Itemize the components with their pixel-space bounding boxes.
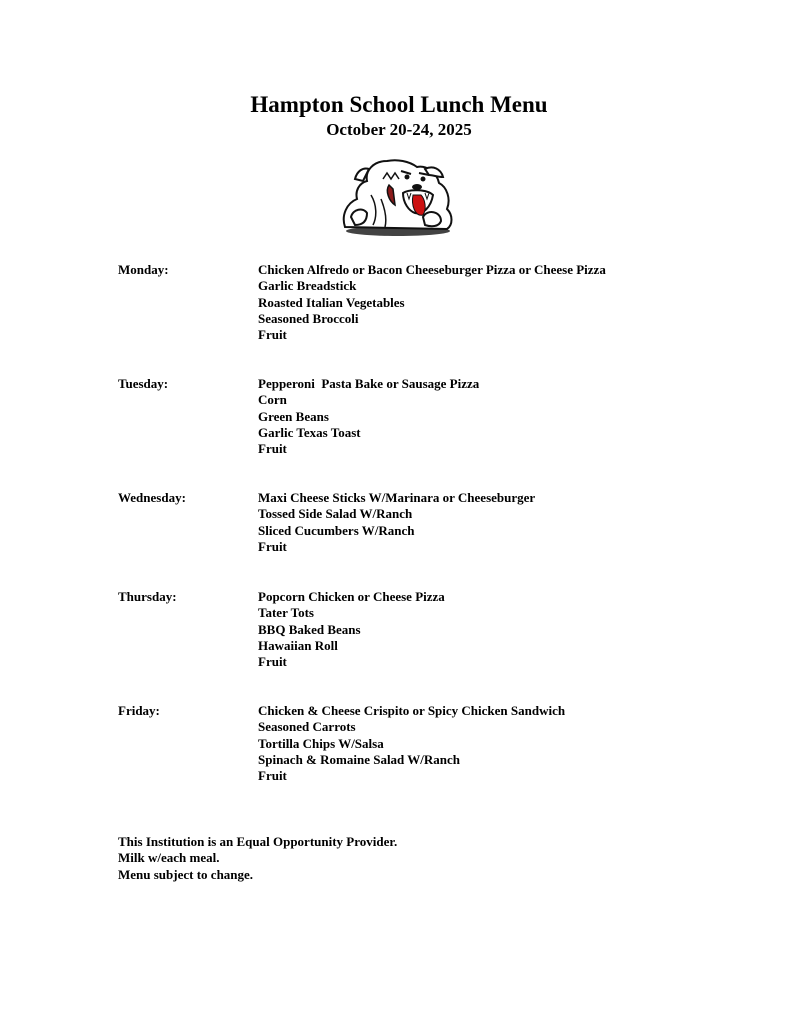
bulldog-mascot-icon [337,155,459,237]
menu-item: Pepperoni Pasta Bake or Sausage Pizza [258,376,480,391]
menu-item: Fruit [258,538,287,554]
page-title: Hampton School Lunch Menu [250,92,548,117]
menu-item: Popcorn Chicken or Cheese Pizza [258,589,445,604]
menu-item: Garlic Breadstick [258,278,357,294]
menu-items [258,703,565,784]
day-label: Tuesday: [118,376,169,391]
menu-item: Garlic Texas Toast [258,424,361,440]
date-range: October 20-24, 2025 [326,120,472,139]
menu-item: Hawaiian Roll [258,637,338,653]
menu-item: Fruit [258,654,287,670]
menu-item: Maxi Cheese Sticks W/Marinara or Cheeseburger [258,490,536,505]
menu-items [258,376,479,457]
menu-item: Fruit [258,768,287,784]
menu-item: Chicken Alfredo or Bacon Cheeseburger Pizza or Cheese Pizza [258,262,606,277]
footer-line: This Institution is an Equal Opportunity Provider. [118,834,398,849]
menu-item: Chicken & Cheese Crispito or Spicy Chicken Sandwich [258,703,566,718]
menu-item: Tossed Side Salad W/Ranch [258,506,413,522]
menu-item: Roasted Italian Vegetables [258,294,405,310]
menu-items [258,490,535,555]
menu-item: Sliced Cucumbers W/Ranch [258,522,415,538]
menu-item: Seasoned Broccoli [258,310,359,326]
menu-item: Tortilla Chips W/Salsa [258,735,384,751]
day-label: Monday: [118,262,169,277]
menu-item: Green Beans [258,408,329,424]
day-label: Friday: [118,703,160,718]
menu-item: Spinach & Romaine Salad W/Ranch [258,751,461,767]
menu-item: Tater Tots [258,605,314,621]
day-label: Wednesday: [118,490,186,505]
menu-items [258,589,445,670]
footer-line: Milk w/each meal. [118,850,220,866]
menu-item: BBQ Baked Beans [258,621,361,637]
footer-notes [118,834,397,883]
menu-item: Seasoned Carrots [258,719,356,735]
day-label: Thursday: [118,589,177,604]
menu-item: Corn [258,392,287,408]
menu-item: Fruit [258,441,287,457]
menu-item: Fruit [258,327,287,343]
menu-items [258,262,606,343]
footer-line: Menu subject to change. [118,866,254,882]
